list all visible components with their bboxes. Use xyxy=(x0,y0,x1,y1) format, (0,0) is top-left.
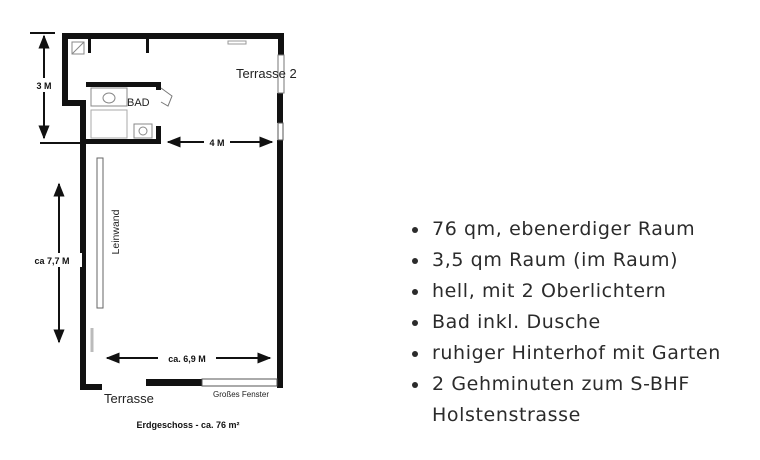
room-length-label: ca 7,7 M xyxy=(34,256,70,266)
large-window-label: Großes Fenster xyxy=(212,390,270,399)
bullet-icon xyxy=(412,320,418,326)
top-vent xyxy=(228,41,246,44)
feature-text: Bad inkl. Dusche xyxy=(432,311,601,333)
feature-item xyxy=(412,369,742,431)
bathroom xyxy=(86,82,172,144)
screen-wall xyxy=(97,158,103,308)
side-window xyxy=(278,123,283,140)
feature-item xyxy=(412,338,742,369)
feature-item xyxy=(412,276,742,307)
screen-wall-label: Leinwand xyxy=(110,209,122,255)
bullet-icon xyxy=(412,382,418,388)
entry-fixture-hatch xyxy=(72,42,84,54)
feature-text: ruhiger Hinterhof mit Garten xyxy=(432,342,721,364)
large-window xyxy=(202,379,277,386)
feature-item xyxy=(412,307,742,338)
feature-text: 76 qm, ebenerdiger Raum xyxy=(432,218,696,240)
feature-item xyxy=(412,245,742,276)
terrace-label: Terrasse xyxy=(104,391,154,406)
entry-partitions xyxy=(88,39,149,53)
feature-item xyxy=(412,214,742,245)
feature-text: 2 Gehminuten zum S-BHF Holstenstrasse xyxy=(432,373,690,426)
bullet-icon xyxy=(412,258,418,264)
feature-text: 3,5 qm Raum (im Raum) xyxy=(432,249,679,271)
terrace-2-label: Terrasse 2 xyxy=(236,66,297,81)
top-height-label: 3 M xyxy=(36,81,52,91)
bath-label: BAD xyxy=(127,97,150,109)
bullet-icon xyxy=(412,289,418,295)
bath-width-label: 4 M xyxy=(209,138,225,148)
feature-text: hell, mit 2 Oberlichtern xyxy=(432,280,667,302)
feature-list xyxy=(412,214,742,431)
bullet-icon xyxy=(412,227,418,233)
floorplan-caption: Erdgeschoss - ca. 76 m² xyxy=(136,420,240,430)
room-width-label: ca. 6,9 M xyxy=(168,354,206,364)
bullet-icon xyxy=(412,351,418,357)
